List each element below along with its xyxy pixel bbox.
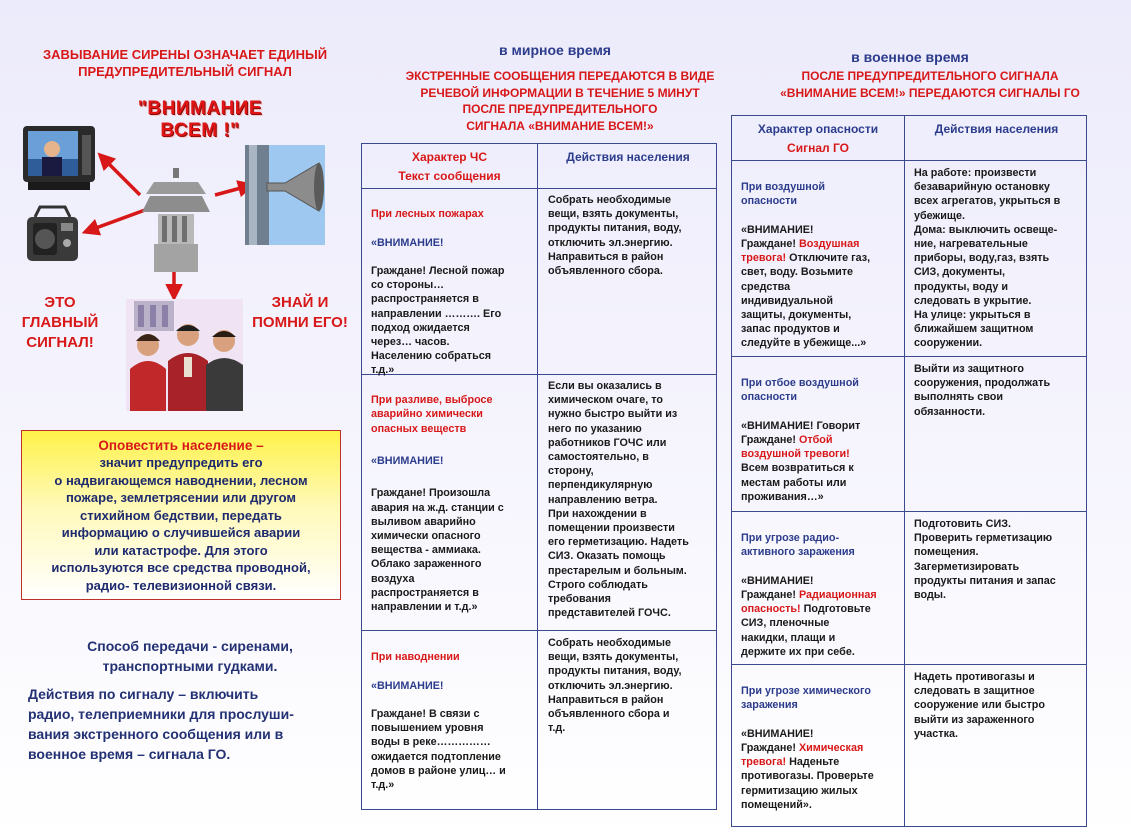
war-row-label: При угрозе химического заражения: [741, 685, 871, 712]
war-row-action: На работе: произвести безаварийную остановку всех агрегатов, укрыться в убежище. Дома: выключить освеще- ние, нагревательные приборы, воду,газ, взять СИЗ, документы, продукты, воду и следовать в укрытие. На улице: укрыться в ближайшем защитном сооружении.: [914, 167, 1061, 350]
peace-row-action: Собрать необходимые вещи, взять документы, продукты питания, воду, отключить эл.энергию. Направиться в район объявленного сбора и т.д.: [548, 637, 682, 735]
peace-table: [361, 143, 717, 810]
war-row-signal: Радиационная опасность!: [741, 589, 877, 616]
war-table: [731, 115, 1087, 827]
war-row-pre: «ВНИМАНИЕ! Граждане!: [741, 223, 814, 251]
peace-row-text: Граждане! Произошла авария на ж.д. станции с выливом аварийно химически опасного вещества - аммиака. Облако зараженного воздуха распространяется в направлении и т.д.»: [371, 487, 504, 614]
siren-icon: [140, 168, 212, 273]
war-col1-header-line1: Характер опасности: [757, 122, 879, 136]
peace-time-subtitle: ЭКСТРЕННЫЕ СООБЩЕНИЯ ПЕРЕДАЮТСЯ В ВИДЕ РЕЧЕВОЙ ИНФОРМАЦИИ В ТЕЧЕНИЕ 5 МИНУТ ПОСЛЕ ПРЕДУПРЕДИТЕЛЬНОГО СИГНАЛА «ВНИМАНИЕ ВСЕМ!»: [405, 69, 715, 133]
signal-actions: Действия по сигналу – включить радио, телеприемники для прослуши- вания экстренного сообщения или в военное время – сигнала ГО.: [28, 686, 294, 762]
peace-row-label: При наводнении: [371, 651, 460, 664]
main-signal-text: ЭТО ГЛАВНЫЙ СИГНАЛ!: [21, 294, 99, 351]
war-col1-header: [732, 120, 904, 158]
know-remember-text: ЗНАЙ И ПОМНИ ЕГО!: [252, 294, 348, 331]
peace-time-title: в мирное время: [499, 42, 611, 58]
war-row-all-clear: [741, 362, 903, 518]
war-row-pre: «ВНИМАНИЕ! Граждане!: [741, 727, 814, 755]
attention-line-2: ВСЕМ !": [160, 120, 240, 141]
attention-line-1: "ВНИМАНИЕ: [137, 98, 263, 119]
peace-row-text: Граждане! В связи с повышением уровня воды в реке…………… ожидается подтопление домов в районе улиц… и т.д.»: [371, 708, 506, 792]
peace-col1-header-line2: Текст сообщения: [398, 169, 501, 183]
war-row-post: Отключите газ, свет, воду. Возьмите средства индивидуальной защиты, документы, запас продуктов и следуйте в убежище...»: [741, 252, 871, 350]
war-col1-header-line2: Сигнал ГО: [787, 141, 849, 155]
war-row-air-raid: [741, 166, 903, 365]
war-time-title: в военное время: [851, 49, 969, 65]
war-row-message: [741, 419, 903, 504]
notify-population-box: [21, 430, 341, 600]
war-row-label: При отбое воздушной опасности: [741, 377, 859, 404]
peace-col1-header-line1: Характер ЧС: [412, 150, 487, 164]
war-row-action: Надеть противогазы и следовать в защитное сооружение или быстро выйти из зараженного участка.: [914, 671, 1045, 740]
siren-title: ЗАВЫВАНИЕ СИРЕНЫ ОЗНАЧАЕТ ЕДИНЫЙ ПРЕДУПРЕДИТЕЛЬНЫЙ СИГНАЛ: [42, 47, 328, 79]
war-row-message: [741, 574, 903, 659]
war-row-pre: «ВНИМАНИЕ! Граждане!: [741, 574, 814, 602]
war-row-pre: «ВНИМАНИЕ! Говорит Граждане!: [741, 419, 861, 447]
peace-row-flood: [371, 636, 535, 806]
people-illustration: [126, 299, 243, 411]
war-row-message: [741, 727, 903, 812]
war-row-signal: Химическая тревога!: [741, 742, 864, 769]
war-row-post: Всем возвратиться к местам работы или проживания…»: [741, 462, 854, 503]
peace-row-attention: «ВНИМАНИЕ!: [371, 455, 444, 468]
war-col2-header: Действия населения: [934, 122, 1059, 136]
war-row-label: При воздушной опасности: [741, 181, 826, 208]
war-row-post: Наденьте противогазы. Проверьте гермитизацию жилых помещений».: [741, 756, 874, 811]
radio-icon: [25, 205, 80, 263]
war-row-label: При угрозе радио- активного заражения: [741, 532, 855, 559]
peace-row-action: Собрать необходимые вещи, взять документы, продукты питания, воду, отключить эл.энергию. Направиться в район объявленного сбора.: [548, 194, 682, 278]
war-row-radiation: [741, 517, 903, 673]
war-row-action: Выйти из защитного сооружения, продолжать выполнять свои обязанности.: [914, 363, 1051, 418]
peace-row-forest-fire: [371, 193, 535, 392]
war-row-action: Подготовить СИЗ. Проверить герметизацию помещения. Загерметизировать продукты питания и запас воды.: [914, 518, 1056, 602]
peace-row-label: При разливе, выбросе аварийно химически опасных веществ: [371, 394, 493, 435]
transmission-method: Способ передачи - сиренами, транспортными гудками.: [87, 638, 293, 674]
peace-row-attention: «ВНИМАНИЕ!: [371, 236, 444, 249]
peace-row-text: Граждане! Лесной пожар со стороны… распространяется в направлении ………. Его подход ожидается через… часов. Населению собраться т.д.»: [371, 265, 505, 377]
loudspeaker-icon: [245, 145, 325, 245]
peace-row-chemical-spill: [371, 379, 535, 628]
television-icon: [22, 125, 96, 191]
war-row-signal: Отбой воздушной тревоги!: [741, 434, 850, 461]
war-row-chemical: [741, 670, 903, 826]
peace-row-attention: «ВНИМАНИЕ!: [371, 679, 444, 692]
peace-row-label: При лесных пожарах: [371, 208, 484, 221]
war-row-post: Подготовьте СИЗ, пленочные накидки, плащи и держите их при себе.: [741, 603, 871, 658]
peace-col2-header: Действия населения: [566, 150, 690, 164]
peace-row-action: Если вы оказались в химическом очаге, то нужно быстро выйти из него по указанию работников ГОЧС или самостоятельно, в сторону, перпендикулярную направлению ветра. При нахождении в помещении произвести его герметизацию. Надеть СИЗ. Оказать помощь престарелым и больным. Строго соблюдать требования представителей ГОЧС.: [548, 380, 689, 620]
notify-body: значит предупредить его о надвигающемся наводнении, лесном пожаре, землетрясении или другом стихийном бедствии, передать информацию о случившейся аварии или катастрофе. Для этого используются все средства проводной, радио- телевизионной связи.: [51, 455, 311, 593]
peace-col1-header: [362, 148, 537, 186]
war-row-message: [741, 223, 903, 351]
war-time-subtitle: ПОСЛЕ ПРЕДУПРЕДИТЕЛЬНОГО СИГНАЛА «ВНИМАНИЕ ВСЕМ!» ПЕРЕДАЮТСЯ СИГНАЛЫ ГО: [780, 69, 1080, 100]
war-row-signal: Воздушная тревога!: [741, 238, 860, 265]
notify-heading: Оповестить население –: [98, 438, 264, 453]
